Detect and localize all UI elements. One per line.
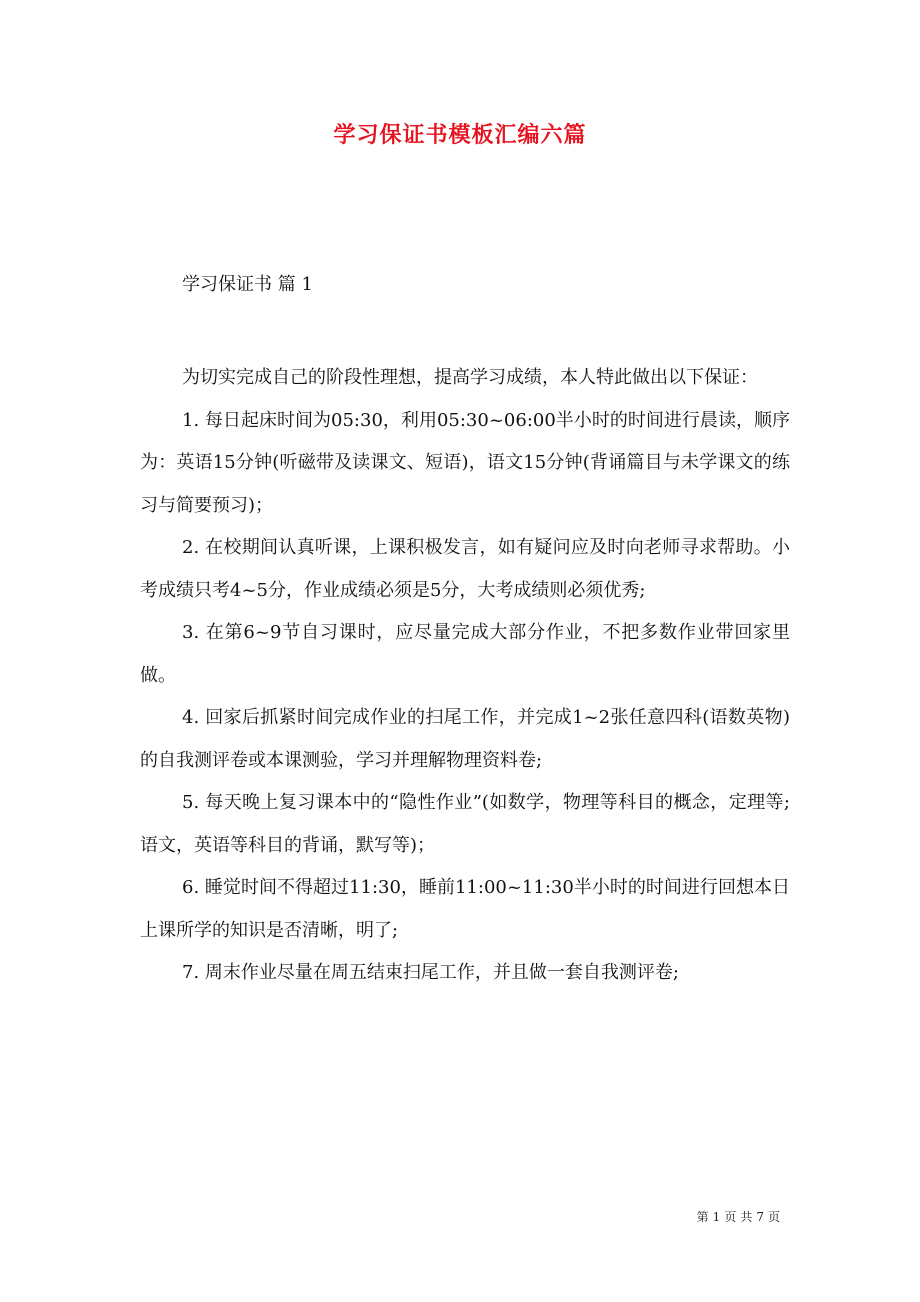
footer-total-prefix: 共 [740, 1210, 753, 1224]
section-heading: 学习保证书 篇 1 [182, 274, 313, 295]
footer-prefix: 第 [696, 1210, 709, 1224]
document-title: 学习保证书模板汇编六篇 [333, 123, 587, 148]
footer-total-pages: 7 [756, 1210, 764, 1224]
item-paragraph-6: 6. 睡觉时间不得超过11:30，睡前11:00~11:30半小时的时间进行回想本日上课所学的知识是否清晰，明了; [140, 877, 790, 941]
item-paragraph-3: 3. 在第6~9节自习课时，应尽量完成大部分作业，不把多数作业带回家里做。 [140, 622, 790, 686]
footer-total-unit: 页 [767, 1210, 780, 1224]
page-footer [695, 1208, 782, 1225]
footer-page-number: 1 [712, 1210, 721, 1224]
item-paragraph-1: 1. 每日起床时间为05:30，利用05:30~06:00半小时的时间进行晨读，顺序为：英语15分钟(听磁带及读课文、短语)，语文15分钟(背诵篇目与未学课文的练习与简要预习)； [140, 409, 790, 516]
item-paragraph-2: 2. 在校期间认真听课，上课积极发言，如有疑问应及时向老师寻求帮助。小考成绩只考4~5分，作业成绩必须是5分，大考成绩则必须优秀; [140, 537, 790, 601]
document-body [140, 357, 790, 995]
item-paragraph-5: 5. 每天晚上复习课本中的“隐性作业”(如数学，物理等科目的概念，定理等;语文，英语等科目的背诵，默写等)； [140, 792, 790, 856]
item-paragraph-4: 4. 回家后抓紧时间完成作业的扫尾工作，并完成1~2张任意四科(语数英物)的自我测评卷或本课测验，学习并理解物理资料卷; [140, 707, 790, 771]
item-paragraph-7: 7. 周末作业尽量在周五结束扫尾工作，并且做一套自我测评卷; [182, 962, 679, 983]
footer-page-unit: 页 [724, 1210, 737, 1224]
intro-paragraph: 为切实完成自己的阶段性理想，提高学习成绩，本人特此做出以下保证： [182, 367, 758, 388]
